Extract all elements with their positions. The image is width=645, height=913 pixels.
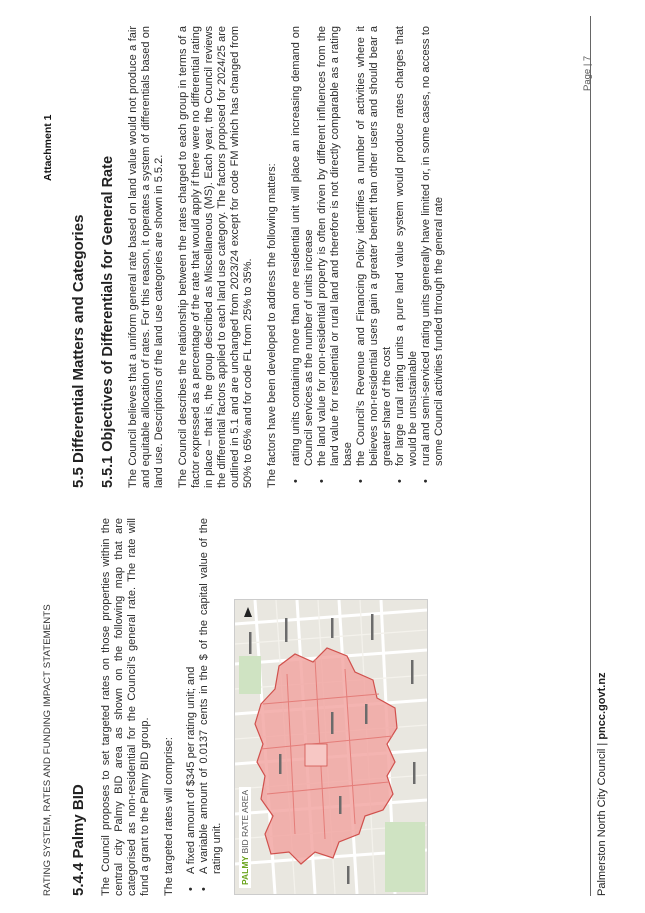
palmy-logo: PALMY [240,855,250,885]
map-title [239,787,251,888]
list-item: • rural and semi-serviced rating units generally have limited or, in some cases, no access to some Council activities funded through the general rate [420,26,445,483]
targeted-rates-list [185,518,224,896]
footer-website: pncc.govt.nz [596,672,608,740]
section-differential-matters [70,26,446,488]
factors-intro: The factors have been developed to address the following matters: [266,163,278,488]
map-title-text: BID RATE AREA [240,789,250,854]
section-heading-differential: 5.5 Differential Matters and Categories [70,214,87,488]
list-item: • rating units containing more than one residential unit will place an increasing demand on Council services as the number of units increase [290,26,315,483]
section-heading-palmy-bid: 5.4.4 Palmy BID [70,784,87,896]
objectives-paragraph: The Council believes that a uniform general rate based on land value would not produce a fair and equitable allocation of rates. For this reason, it operates a system of differentials based on land use. Descriptions of the land use categories are shown in 5.5.2. [127,26,165,488]
footer-org: Palmerston North City Council | pncc.govt.nz [596,672,608,896]
footer-divider [590,16,591,896]
subsection-heading-objectives: 5.5.1 Objectives of Differentials for General Rate [100,155,116,488]
factors-list [290,26,446,488]
section-palmy-bid [70,518,428,896]
list-item: • A variable amount of 0.0137 cents in the $ of the capital value of the rating unit. [198,518,223,891]
targeted-rates-intro: The targeted rates will comprise: [163,737,175,896]
page-number: Page | 7 [582,55,593,91]
palmy-bid-paragraph: The Council proposes to set targeted rates on those properties within the central city Palmy BID area as shown on the following map that are categorised as non-residential for the Council’s general rate. The rate will fund a grant to the Palmy BID group. [100,518,151,896]
document-header: RATING SYSTEM, RATES AND FUNDING IMPACT STATEMENTS [42,604,53,896]
attachment-label: Attachment 1 [42,114,54,181]
map-graphic [235,600,427,894]
list-item: • for large rural rating units a pure land value system would produce rates charges that would be unsustainable [394,26,419,483]
list-item: • the Council’s Revenue and Financing Policy identifies a number of activities where it believes non-residential users gain a greater benefit than other users and should bear a greater share of the cost [355,26,393,483]
list-item: • A fixed amount of $345 per rating unit; and [185,666,197,891]
footer-separator: | [596,742,608,746]
factor-paragraph: The Council describes the relationship between the rates charged to each group in terms of a factor expressed as a percentage of the rate that would apply if there were no differential rating in place – that is, the group described as Miscellaneous (MS). Each year, the Council reviews the differential factors applied to each land use category. The factors proposed for 2024/25 are outlined in 5.1 and are unchanged from 2023/24 except for code FM which has changed from 50% to 65% and for code FL from 25% to 35%. [177,26,254,488]
bid-rate-area-map [234,599,428,895]
list-item: • the land value for non-residential property is often driven by different influences from the land value for residential or rural land and therefore is not directly comparable as a rating base [316,26,354,483]
